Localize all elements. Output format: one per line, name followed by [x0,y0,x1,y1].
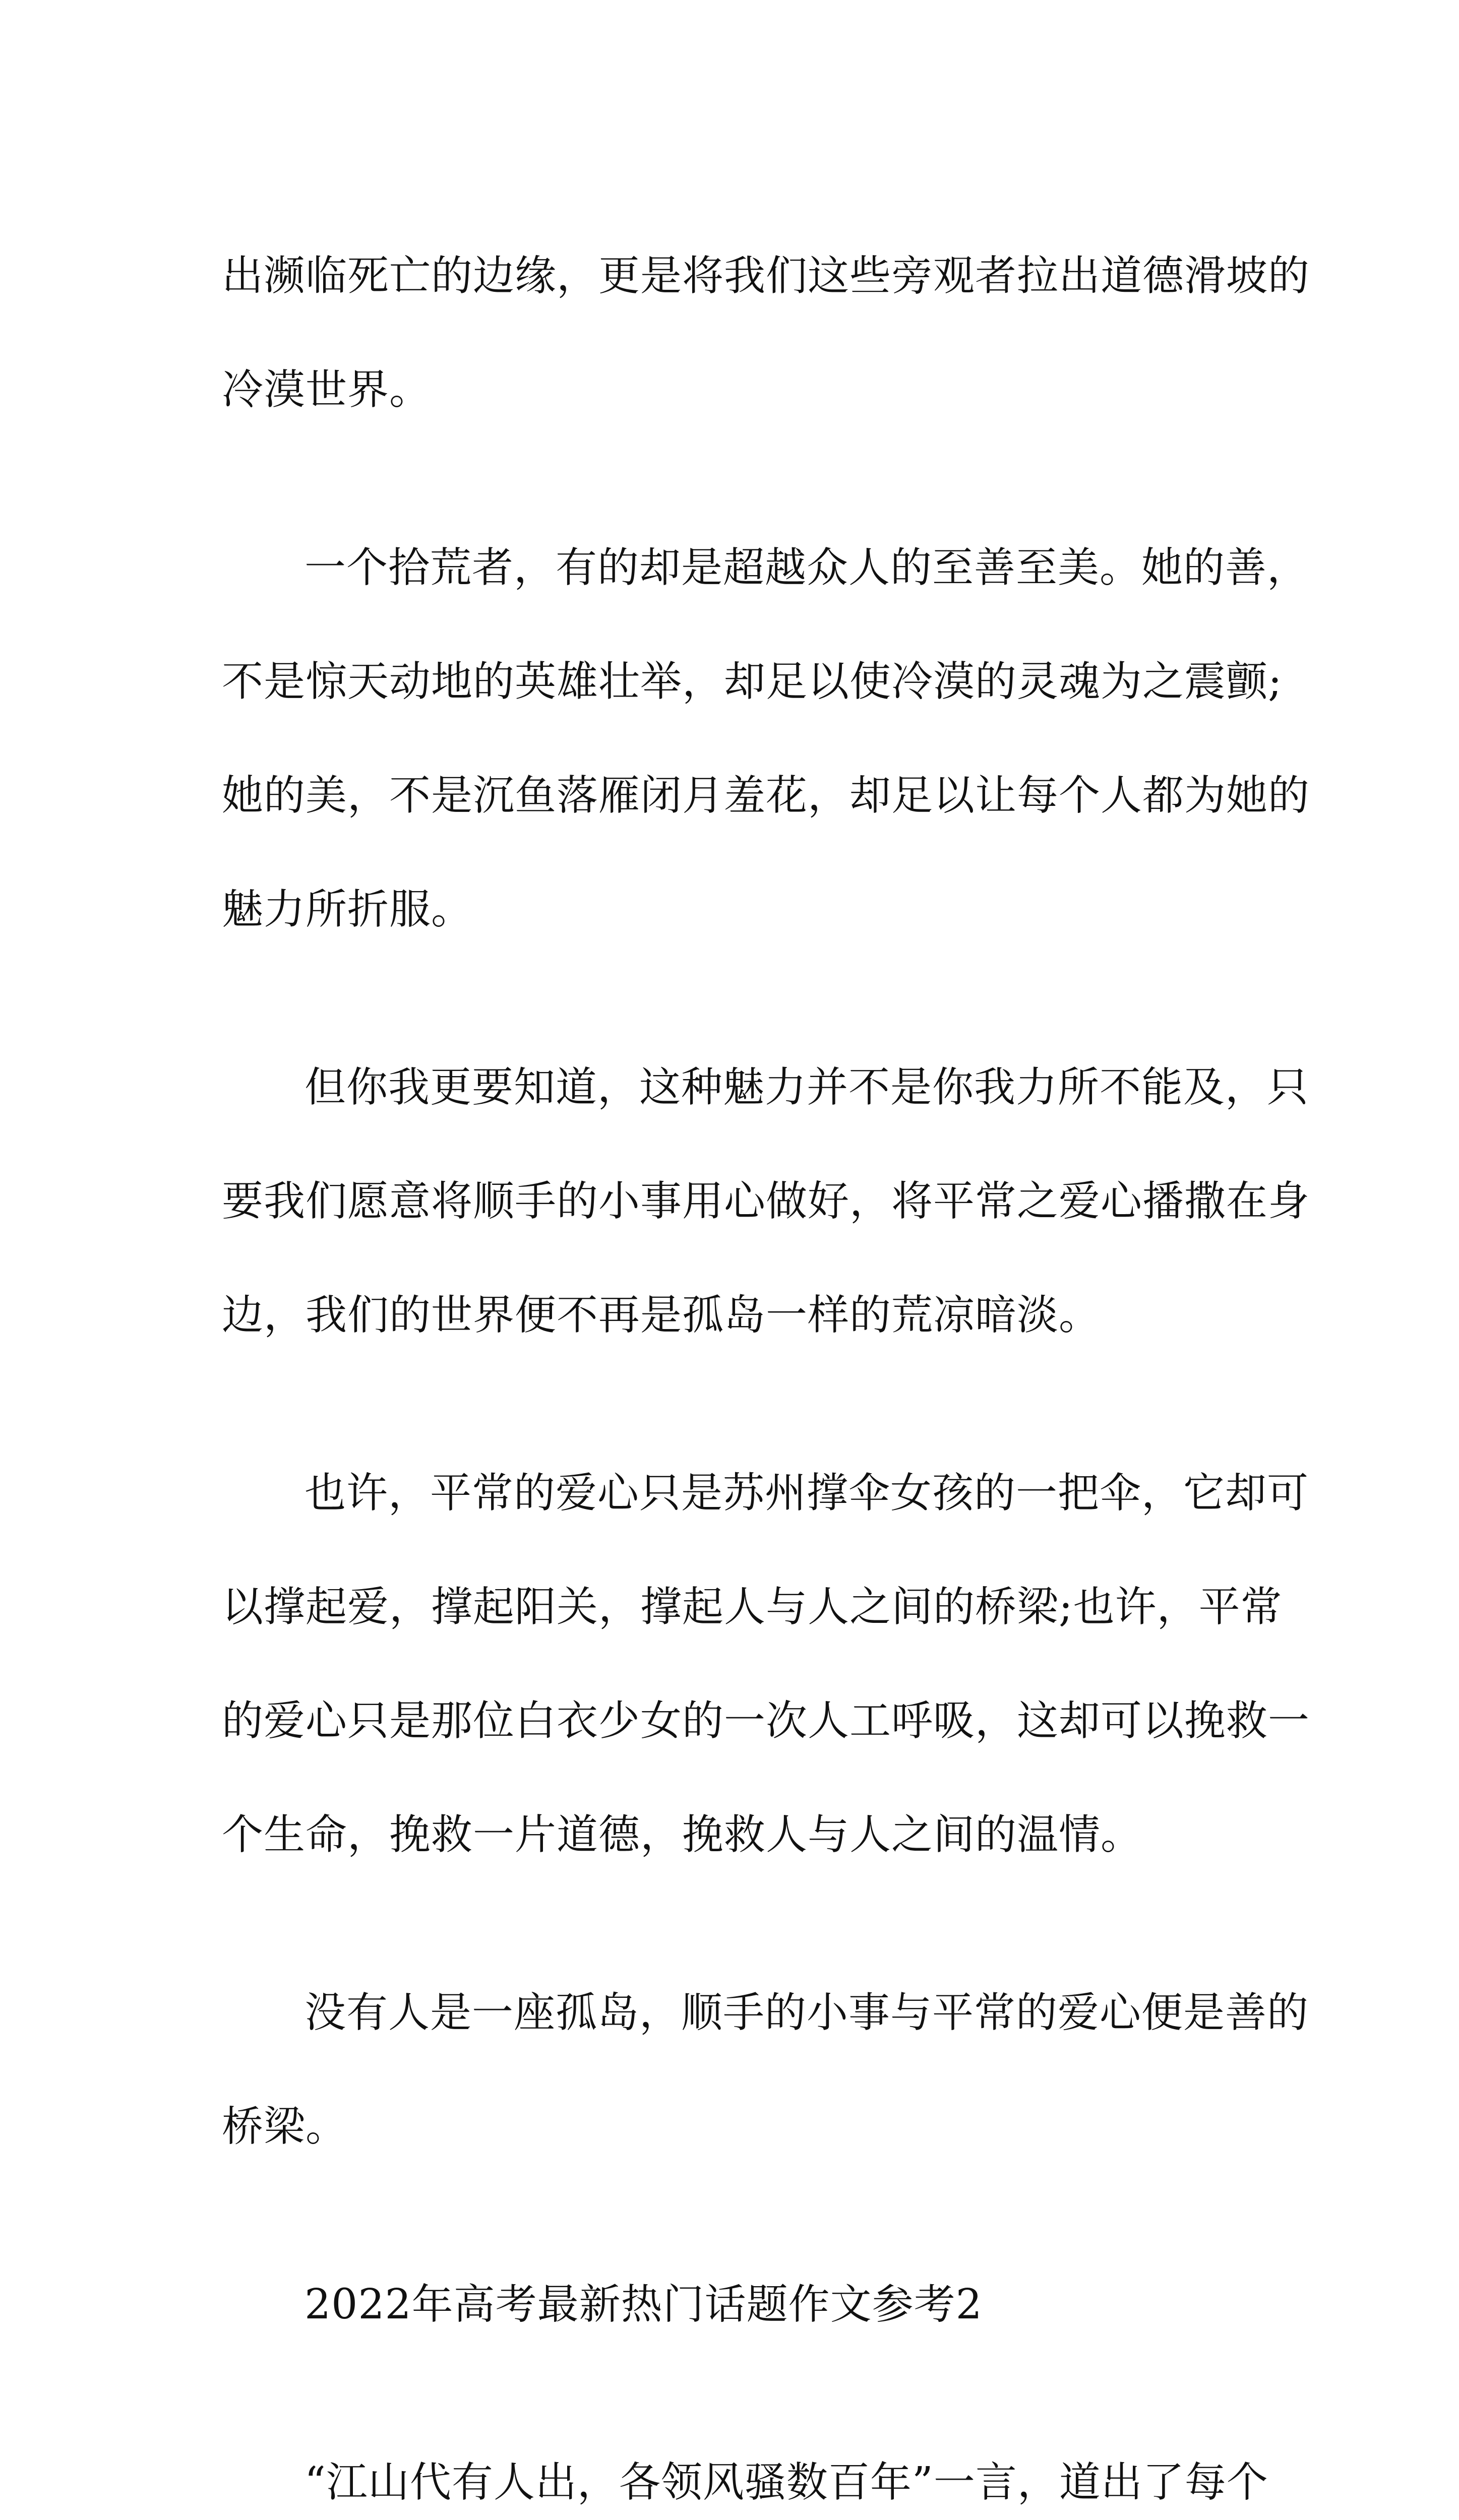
text-line: 要我们愿意将顺手的小事用心做好，将平常之爱心播撒在身 [222,1177,1310,1225]
section-heading [222,2219,1260,2390]
text-line: 没有人是一座孤岛，顺手的小事与平常的爱心便是善的 [305,1989,1309,2037]
paragraph [222,191,1310,475]
text-line: 出濒临死亡的边缘，更是将我们这些旁观者拉出道德滑坡的 [222,252,1310,300]
text-line: 也许，平常的爱心只是苏州撑伞女孩的一把伞，它却可 [305,1469,1309,1517]
text-line: 冷漠世界。 [222,366,432,414]
text-line: 魅力所折服。 [222,886,473,933]
document-body [222,191,1310,2520]
paragraph [222,1002,1310,1401]
text-line: 个生命，挽救一片道德，挽救人与人之间的温情。 [222,1811,1143,1859]
text-line: 一个拾荒者，有的却是超越众人的至善至美。她的善， [305,544,1309,592]
text-line: 边，我们的世界便不再是孤岛一样的荒凉暗淡。 [222,1291,1101,1339]
text-line: “江山代有人出，各领风骚数百年”一言，道出了每个 [305,2459,1268,2506]
text-line: 不是惊天动地的英雄壮举，却足以使冷漠的灵魂为之震颤; [222,658,1283,706]
text-line: 桥梁。 [222,2103,348,2151]
text-line: 以撑起爱，撑起阳关，撑起人与人之间的桥梁;也许，平常 [222,1583,1283,1631]
heading-text: 2022年高考最新热门话题作文参考2 [305,2281,983,2328]
paragraph [222,1408,1310,1920]
paragraph [222,482,1310,995]
paragraph [222,1927,1309,2212]
paragraph [222,2397,1268,2520]
text-line: 她的美，不是沉鱼落雁闭月羞花，却足以让每个人都为她的 [222,772,1310,820]
text-line: 但你我更要知道，这种魅力并不是你我力所不能及，只 [305,1063,1309,1111]
text-line: 的爱心只是那位白衣少女的一次人工呼吸，这却可以挽救一 [222,1697,1310,1745]
